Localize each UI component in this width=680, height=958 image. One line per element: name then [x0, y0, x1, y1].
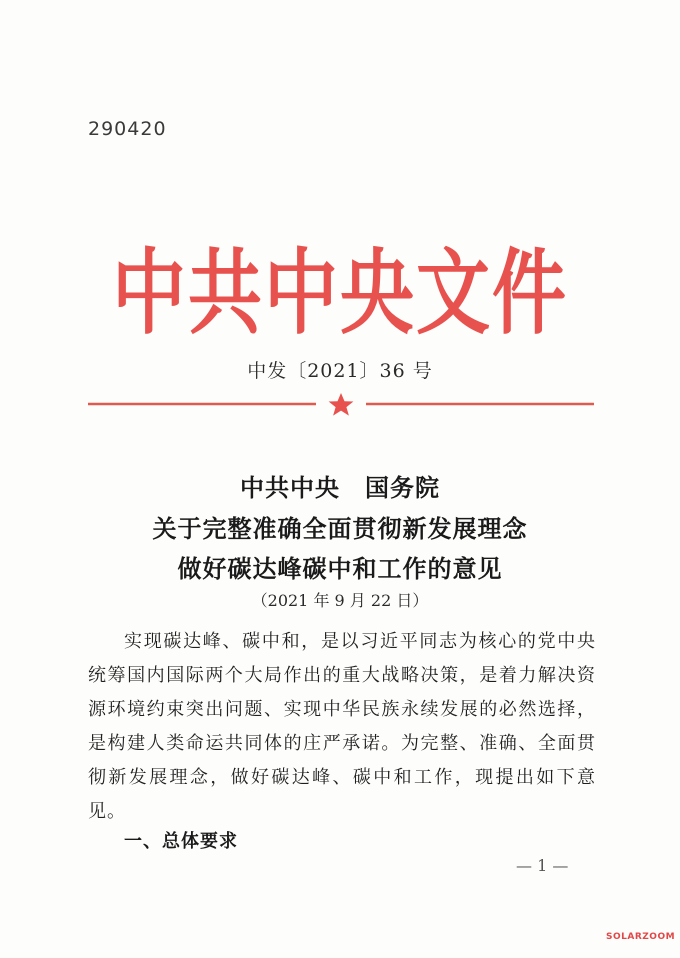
body-paragraph: 实现碳达峰、碳中和，是以习近平同志为核心的党中央统筹国内国际两个大局作出的重大战略决策，是着力解决资源环境约束突出问题、实现中华民族永续发展的必然选择，是构建人类命运共同体的庄严承诺。为完整、准确、全面贯彻新发展理念，做好碳达峰、碳中和工作，现提出如下意见。: [88, 631, 596, 822]
issue-number: 中发〔2021〕36 号: [247, 360, 433, 382]
page-number: — 1 —: [516, 856, 569, 875]
title-line-3: 做好碳达峰碳中和工作的意见: [177, 554, 503, 583]
watermark: SOLARZOOM: [606, 932, 676, 942]
title-line-2: 关于完整准确全面贯彻新发展理念: [152, 514, 528, 543]
red-divider-with-star: [88, 392, 594, 416]
issue-date: （2021 年 9 月 22 日）: [251, 591, 429, 610]
red-header-title: 中共中央文件: [112, 240, 568, 348]
document-serial-number: 290420: [88, 118, 167, 140]
section-heading: 一、总体要求: [124, 831, 238, 852]
title-line-1: 中共中央 国务院: [240, 473, 440, 502]
star-icon: [329, 393, 354, 416]
